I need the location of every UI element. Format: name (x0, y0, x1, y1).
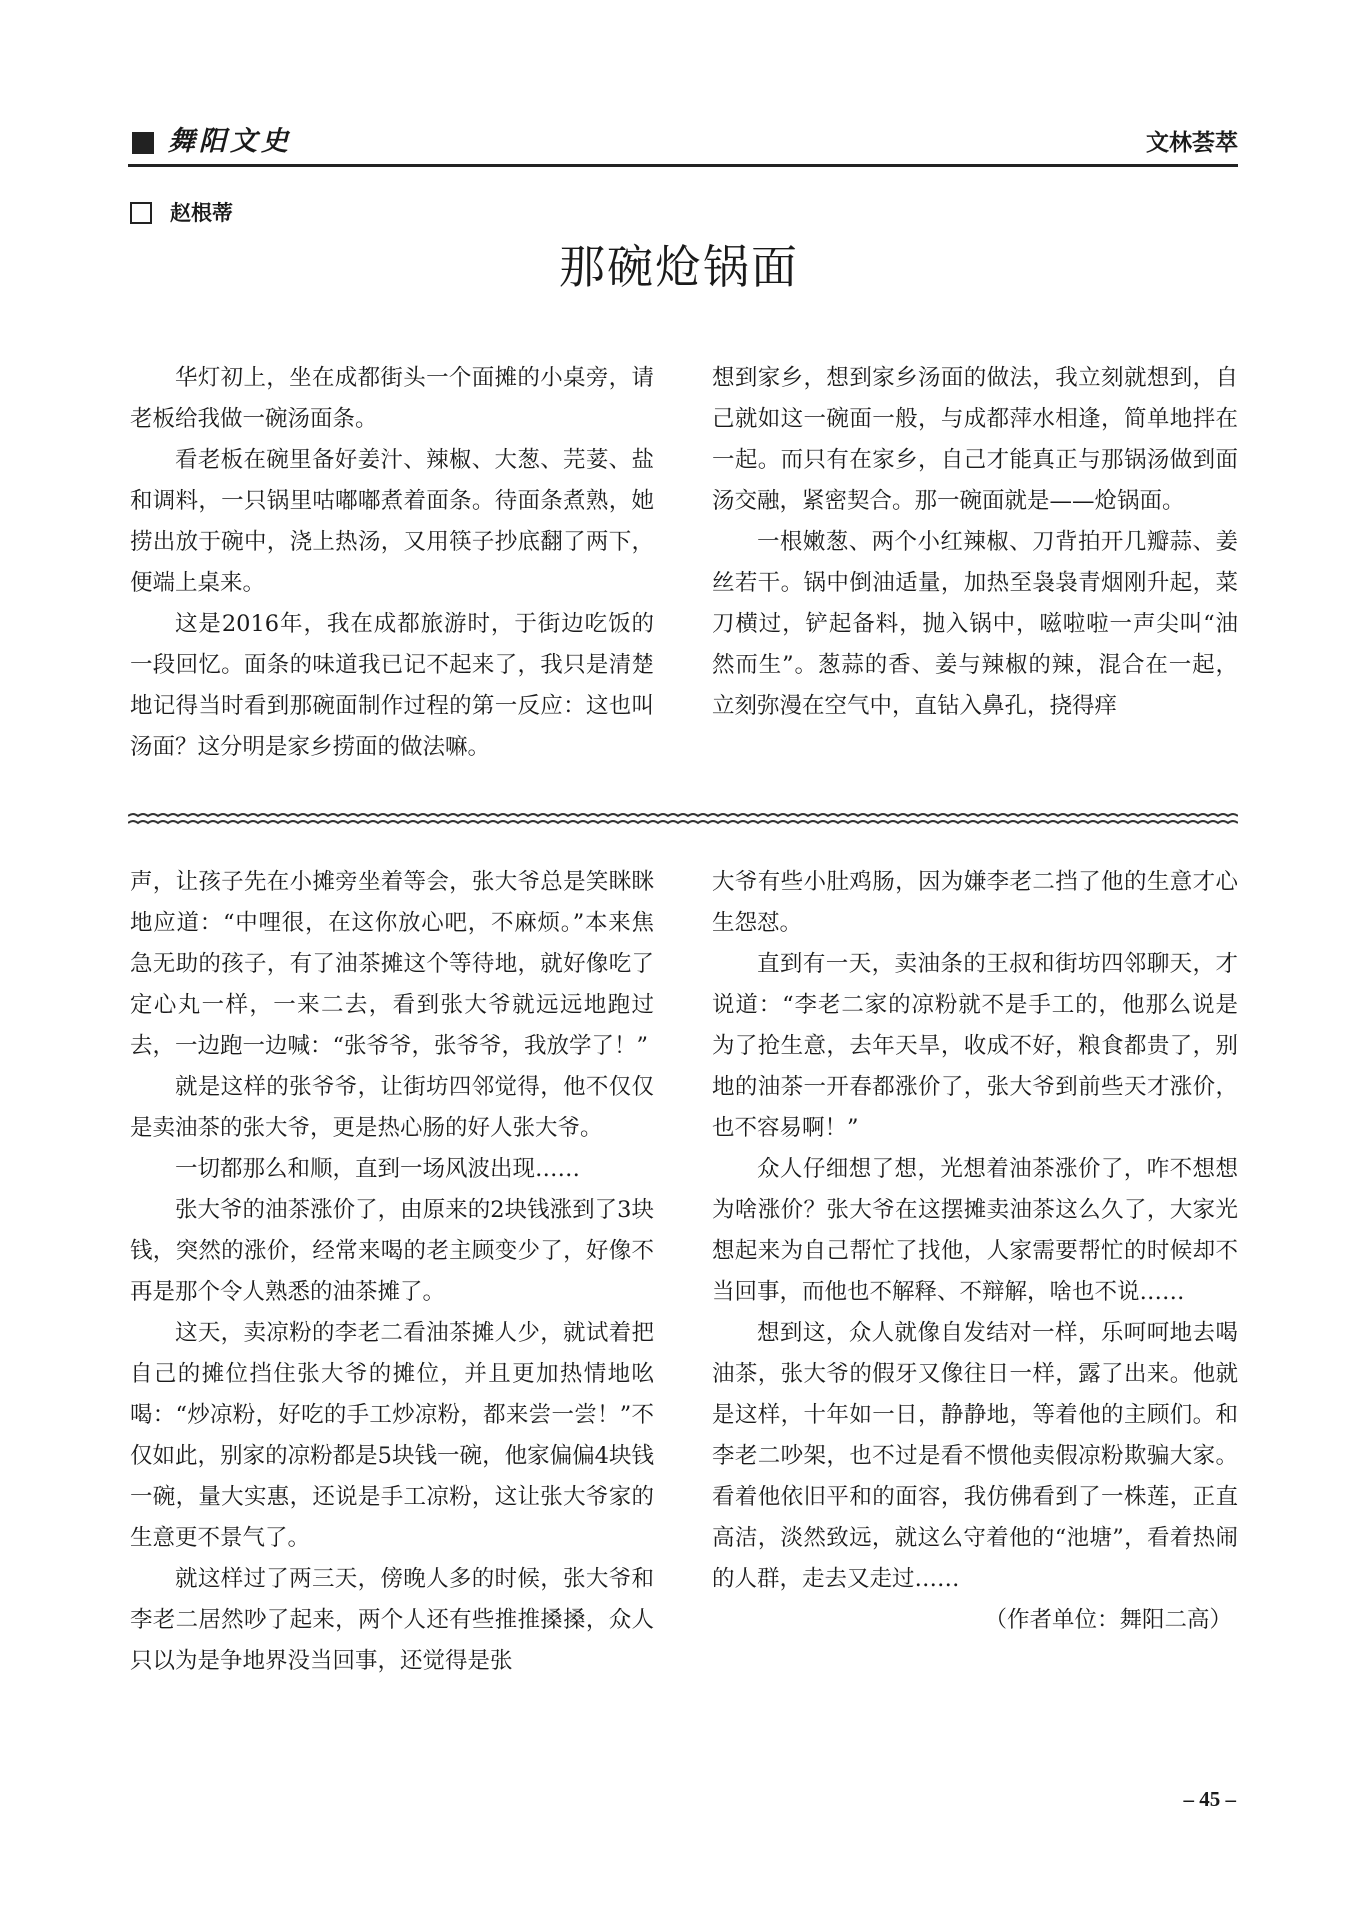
upper-left-column (130, 358, 654, 768)
paragraph: 一根嫩葱、两个小红辣椒、刀背拍开几瓣蒜、姜丝若干。锅中倒油适量，加热至袅袅青烟刚升起，菜刀横过，铲起备料，抛入锅中，嗞啦啦一声尖叫“油然而生”。葱蒜的香、姜与辣椒的辣，混合在一起，立刻弥漫在空气中，直钻入鼻孔，挠得痒 (712, 529, 1238, 719)
paragraph: 一切都那么和顺，直到一场风波出现…… (175, 1156, 581, 1182)
author-name: 赵根蒂 (170, 201, 233, 225)
article-title: 那碗炝锅面 (559, 240, 799, 294)
wavy-divider (128, 808, 1238, 830)
paragraph: 这天，卖凉粉的李老二看油茶摊人少，就试着把自己的摊位挡住张大爷的摊位，并且更加热情地吆喝：“炒凉粉，好吃的手工炒凉粉，都来尝一尝！”不仅如此，别家的凉粉都是5块钱一碗，他家偏偏4块钱一碗，量大实惠，还说是手工凉粉，这让张大爷家的生意更不景气了。 (130, 1320, 654, 1551)
paragraph: 华灯初上，坐在成都街头一个面摊的小桌旁，请老板给我做一碗汤面条。 (130, 365, 654, 432)
journal-name: 舞阳文史 (168, 126, 292, 157)
paragraph: 众人仔细想了想，光想着油茶涨价了，咋不想想为啥涨价？张大爷在这摆摊卖油茶这么久了，大家光想起来为自己帮忙了找他，人家需要帮忙的时候却不当回事，而他也不解释、不辩解，啥也不说…… (712, 1156, 1238, 1305)
paragraph: 就是这样的张爷爷，让街坊四邻觉得，他不仅仅是卖油茶的张大爷，更是热心肠的好人张大爷。 (130, 1074, 654, 1141)
header-rule (128, 164, 1238, 167)
header-square-mark (132, 132, 154, 154)
paragraph: 直到有一天，卖油条的王叔和街坊四邻聊天，才说道：“李老二家的凉粉就不是手工的，他那么说是为了抢生意，去年天旱，收成不好，粮食都贵了，别地的油茶一开春都涨价了，张大爷到前些天才涨价，也不容易啊！” (712, 951, 1238, 1141)
paragraph: 看老板在碗里备好姜汁、辣椒、大葱、芫荽、盐和调料，一只锅里咕嘟嘟煮着面条。待面条煮熟，她捞出放于碗中，浇上热汤，又用筷子抄底翻了两下，便端上桌来。 (130, 447, 654, 596)
section-name: 文林荟萃 (1146, 130, 1238, 156)
upper-right-column (712, 358, 1238, 727)
paragraph-continued: 大爷有些小肚鸡肠，因为嫌李老二挡了他的生意才心生怨怼。 (712, 869, 1238, 936)
paragraph: 这是2016年，我在成都旅游时，于街边吃饭的一段回忆。面条的味道我已记不起来了，我只是清楚地记得当时看到那碗面制作过程的第一反应：这也叫汤面？这分明是家乡捞面的做法嘛。 (130, 611, 654, 760)
author-affiliation: （作者单位：舞阳二高） (984, 1607, 1232, 1633)
paragraph: 张大爷的油茶涨价了，由原来的2块钱涨到了3块钱，突然的涨价，经常来喝的老主顾变少了，好像不再是那个令人熟悉的油茶摊了。 (130, 1197, 654, 1305)
lower-right-column (712, 862, 1238, 1641)
author-box-mark (130, 202, 152, 224)
page-number: – 45 – (1183, 1787, 1236, 1811)
lower-left-column (130, 862, 654, 1682)
paragraph-continued: 声，让孩子先在小摊旁坐着等会，张大爷总是笑眯眯地应道：“中哩很，在这你放心吧，不麻烦。”本来焦急无助的孩子，有了油茶摊这个等待地，就好像吃了定心丸一样，一来二去，看到张大爷就远远地跑过去，一边跑一边喊：“张爷爷，张爷爷，我放学了！” (130, 869, 654, 1059)
paragraph: 就这样过了两三天，傍晚人多的时候，张大爷和李老二居然吵了起来，两个人还有些推推搡搡，众人只以为是争地界没当回事，还觉得是张 (130, 1566, 654, 1674)
running-header (128, 124, 1238, 164)
paragraph-continued: 想到家乡，想到家乡汤面的做法，我立刻就想到，自己就如这一碗面一般，与成都萍水相逢，简单地拌在一起。而只有在家乡，自己才能真正与那锅汤做到面汤交融，紧密契合。那一碗面就是——炝锅面。 (712, 365, 1238, 514)
paragraph: 想到这，众人就像自发结对一样，乐呵呵地去喝油茶，张大爷的假牙又像往日一样，露了出来。他就是这样，十年如一日，静静地，等着他的主顾们。和李老二吵架，也不过是看不惯他卖假凉粉欺骗大家。看着他依旧平和的面容，我仿佛看到了一株莲，正直高洁，淡然致远，就这么守着他的“池塘”，看着热闹的人群，走去又走过…… (712, 1320, 1238, 1592)
